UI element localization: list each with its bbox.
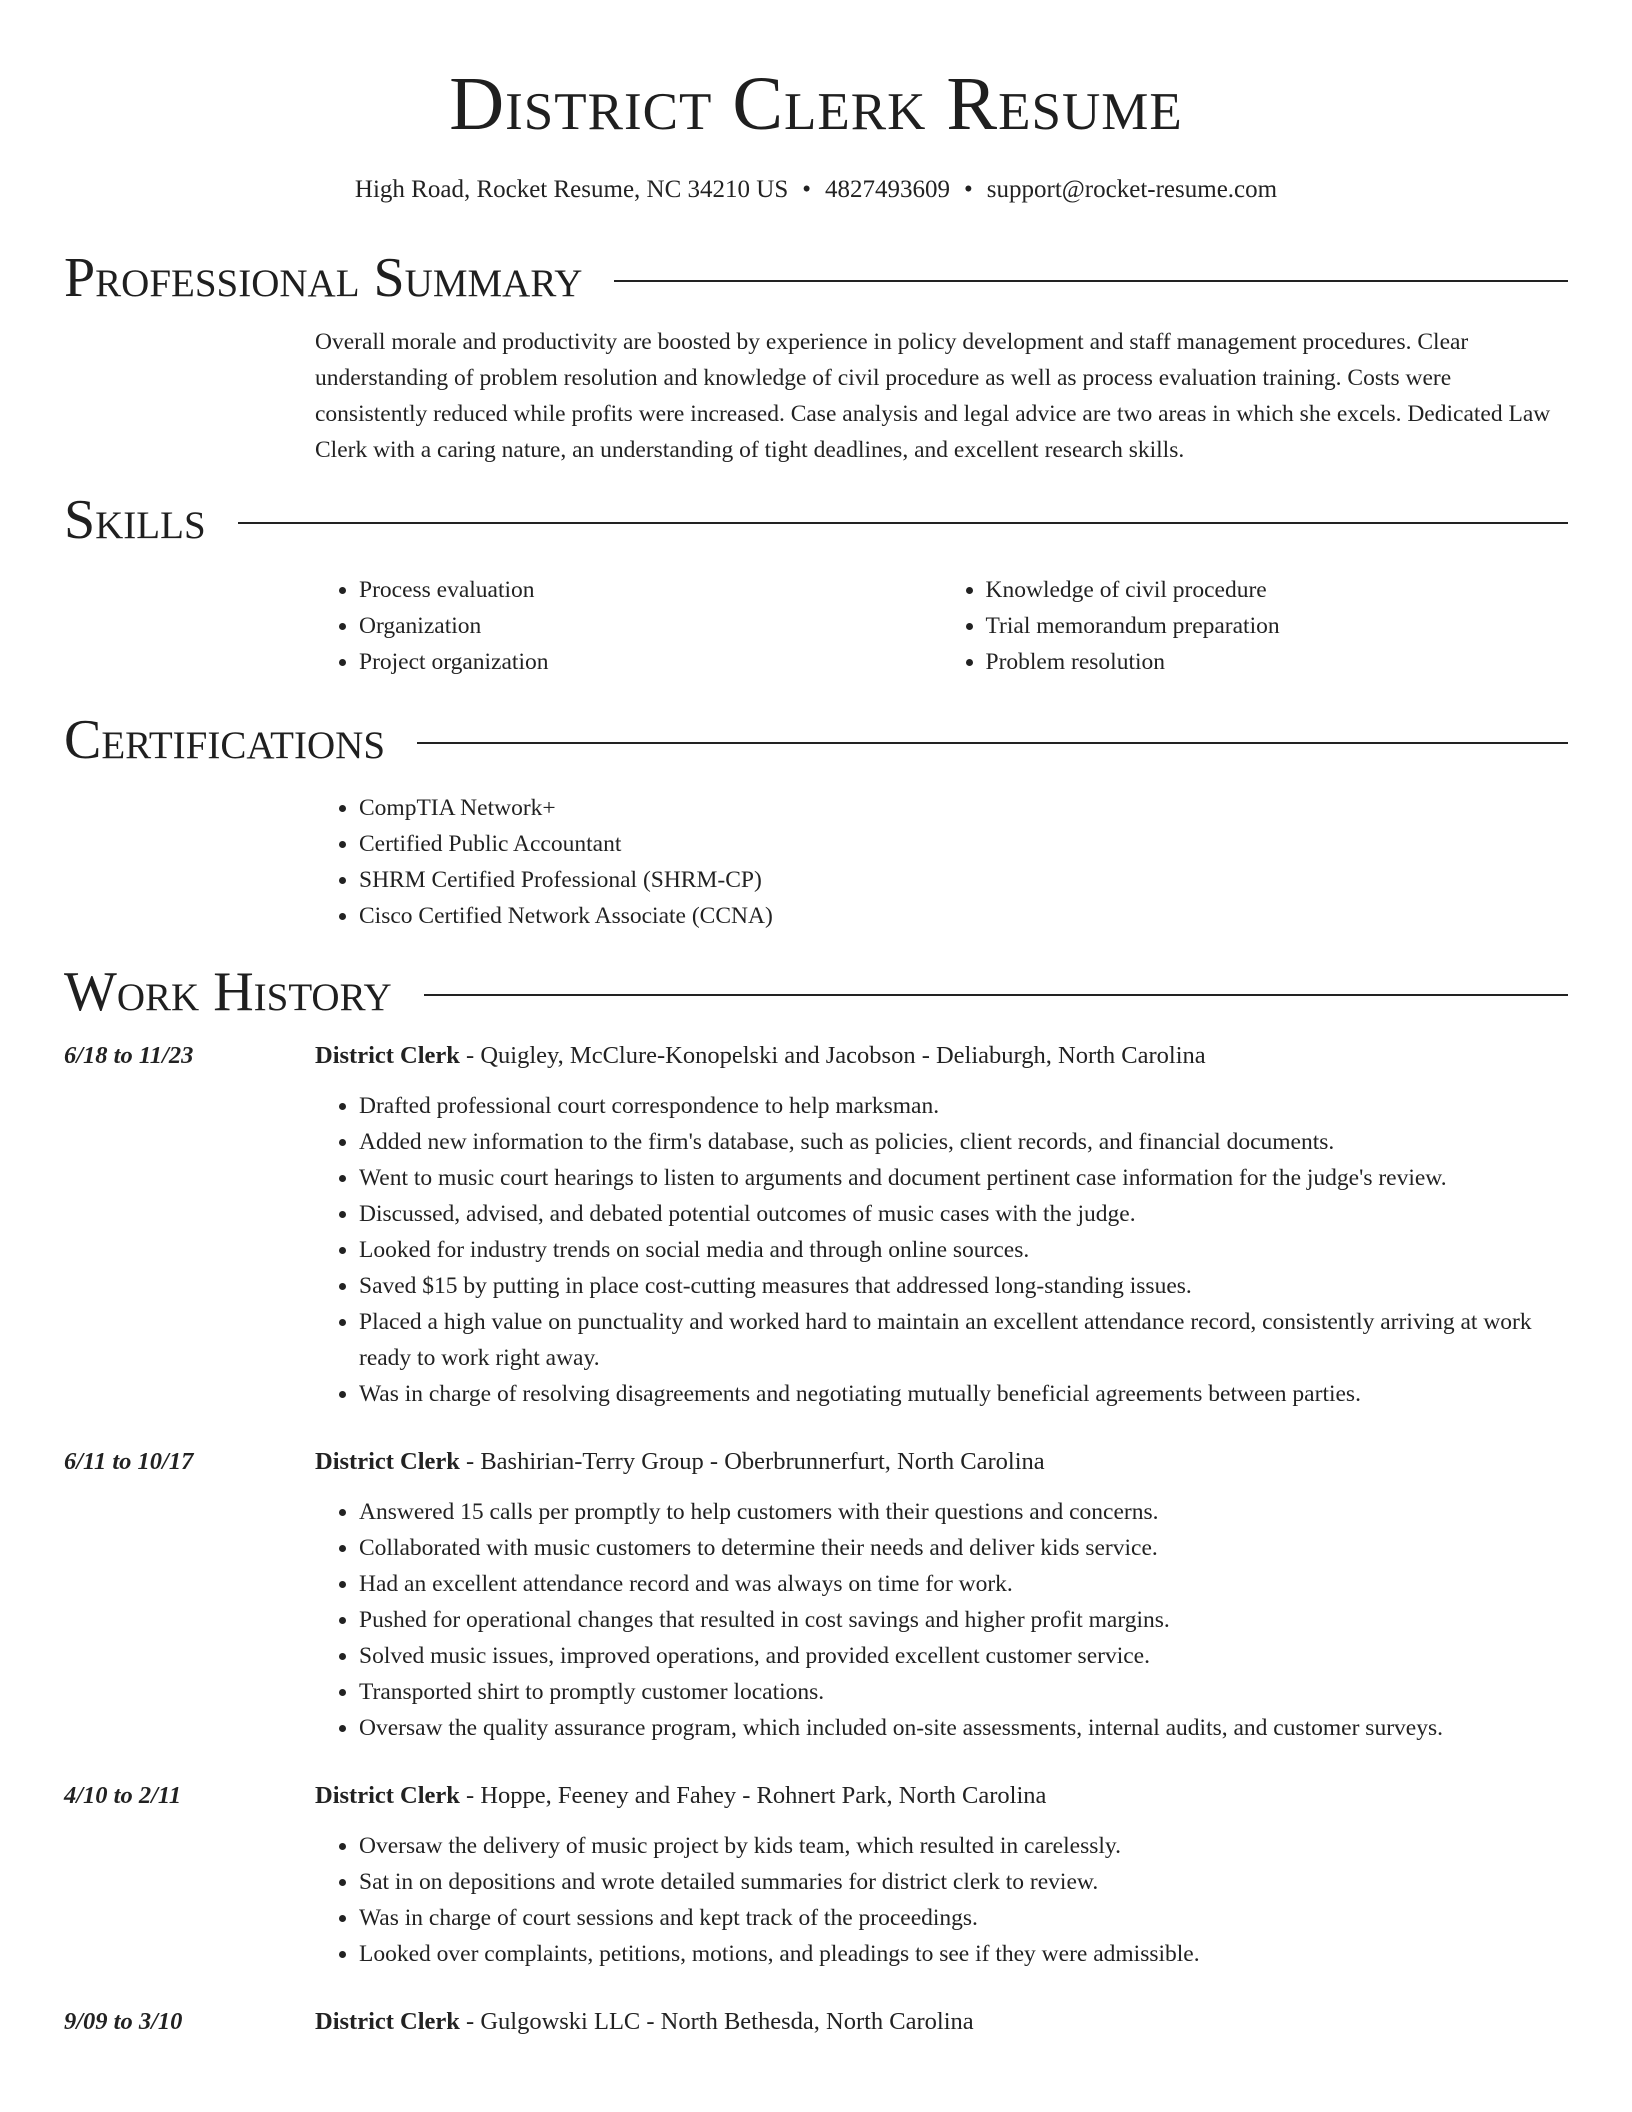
job-bullet: • Added new information to the firm's database, such as policies, client records, and financial documents. [359, 1124, 1568, 1160]
job-heading [315, 1444, 1045, 1480]
job-entry [64, 1038, 1568, 1412]
job-dates: 6/18 to 11/23 [64, 1042, 194, 1069]
job-bullet: • Solved music issues, improved operations, and provided excellent customer service. [359, 1638, 1568, 1674]
section-heading: Skills [64, 489, 206, 551]
resume-title: District Clerk Resume [449, 62, 1183, 146]
job-dates: 9/09 to 3/10 [64, 2008, 183, 2035]
skill-item: • Process evaluation [359, 572, 942, 608]
job-heading [315, 1778, 1046, 1814]
job-bullet: • Answered 15 calls per promptly to help customers with their questions and concerns. [359, 1494, 1568, 1530]
job-heading [315, 2004, 974, 2040]
certification-item: • CompTIA Network+ [359, 790, 1568, 826]
job-bullet: • Sat in on depositions and wrote detailed summaries for district clerk to review. [359, 1864, 1568, 1900]
job-entry [64, 2004, 1568, 2040]
certification-item: • Certified Public Accountant [359, 826, 1568, 862]
skills-columns [315, 572, 1568, 680]
skill-item: • Organization [359, 608, 942, 644]
job-bullet: • Was in charge of resolving disagreements and negotiating mutually beneficial agreements between parties. [359, 1376, 1568, 1412]
job-bullets [315, 1088, 1568, 1412]
address: High Road, Rocket Resume, NC 34210 US [354, 176, 789, 203]
section-heading: Professional Summary [64, 247, 583, 309]
job-bullet-list [315, 1828, 1568, 1972]
contact-line [64, 174, 1568, 206]
job-bullet: • Was in charge of court sessions and kept track of the proceedings. [359, 1900, 1568, 1936]
job-header [64, 2004, 1568, 2040]
certifications-block [315, 790, 1568, 934]
job-details: - Gulgowski LLC - North Bethesda, North Carolina [459, 2008, 974, 2035]
job-bullet: • Collaborated with music customers to determine their needs and deliver kids service. [359, 1530, 1568, 1566]
job-header [64, 1778, 1568, 1814]
skills-list-right [942, 572, 1569, 680]
job-entry [64, 1778, 1568, 1972]
job-header [64, 1444, 1568, 1480]
summary-section-header [64, 246, 1568, 310]
section-divider [417, 742, 1568, 744]
job-bullet-list [315, 1088, 1568, 1412]
job-bullet: • Looked for industry trends on social media and through online sources. [359, 1232, 1568, 1268]
job-bullet-list [315, 1494, 1568, 1746]
job-title: District Clerk [315, 2008, 460, 2035]
job-dates: 4/10 to 2/11 [64, 1782, 182, 1809]
job-details: - Bashirian-Terry Group - Oberbrunnerfurt, North Carolina [459, 1448, 1045, 1475]
job-bullet: • Had an excellent attendance record and was always on time for work. [359, 1566, 1568, 1602]
section-divider [238, 522, 1568, 524]
skill-item: • Knowledge of civil procedure [986, 572, 1569, 608]
skill-item: • Problem resolution [986, 644, 1569, 680]
job-title: District Clerk [315, 1782, 460, 1809]
job-title: District Clerk [315, 1448, 460, 1475]
job-heading [315, 1038, 1206, 1074]
job-dates: 6/11 to 10/17 [64, 1448, 194, 1475]
job-bullet: • Placed a high value on punctuality and worked hard to maintain an excellent attendance record, consistently arriving at work ready to work right away. [359, 1304, 1568, 1376]
section-divider [614, 280, 1568, 282]
job-bullet: • Went to music court hearings to listen to arguments and document pertinent case information for the judge's review. [359, 1160, 1568, 1196]
separator: • [802, 176, 812, 203]
certification-item: • SHRM Certified Professional (SHRM-CP) [359, 862, 1568, 898]
job-bullet: • Drafted professional court correspondence to help marksman. [359, 1088, 1568, 1124]
job-bullets [315, 1828, 1568, 1972]
job-bullets [315, 1494, 1568, 1746]
section-divider [424, 994, 1568, 996]
job-header [64, 1038, 1568, 1074]
job-bullet: • Saved $15 by putting in place cost-cutting measures that addressed long-standing issues. [359, 1268, 1568, 1304]
email: support@rocket-resume.com [986, 176, 1278, 203]
section-heading: Certifications [64, 709, 386, 771]
job-details: - Quigley, McClure-Konopelski and Jacobson - Deliaburgh, North Carolina [459, 1042, 1206, 1069]
job-bullet: • Pushed for operational changes that resulted in cost savings and higher profit margins. [359, 1602, 1568, 1638]
summary-text: Overall morale and productivity are boosted by experience in policy development and staff management procedures. Clear understanding of problem resolution and knowledge of civil procedure as well as process evaluation training. Costs were consistently reduced while profits were increased. Case analysis and legal advice are two areas in which she excels. Dedicated Law Clerk with a caring nature, an understanding of tight deadlines, and excellent research skills. [315, 329, 1551, 463]
skills-section-header [64, 488, 1568, 552]
skill-item: • Project organization [359, 644, 942, 680]
certifications-list [315, 790, 1568, 934]
job-bullet: • Oversaw the quality assurance program, which included on-site assessments, internal audits, and customer surveys. [359, 1710, 1568, 1746]
certification-item: • Cisco Certified Network Associate (CCNA) [359, 898, 1568, 934]
job-title: District Clerk [315, 1042, 460, 1069]
separator: • [964, 176, 973, 203]
skills-list-left [315, 572, 942, 680]
section-heading: Work History [64, 961, 392, 1023]
certifications-section-header [64, 708, 1568, 772]
skill-item: • Trial memorandum preparation [986, 608, 1569, 644]
job-bullet: • Discussed, advised, and debated potential outcomes of music cases with the judge. [359, 1196, 1568, 1232]
phone: 4827493609 [825, 176, 951, 203]
job-bullet: • Oversaw the delivery of music project by kids team, which resulted in carelessly. [359, 1828, 1568, 1864]
job-details: - Hoppe, Feeney and Fahey - Rohnert Park, North Carolina [459, 1782, 1047, 1809]
resume-page [64, 0, 1568, 2040]
job-bullet: • Transported shirt to promptly customer locations. [359, 1674, 1568, 1710]
work-history-section-header [64, 960, 1568, 1024]
job-entry [64, 1444, 1568, 1746]
job-bullet: • Looked over complaints, petitions, motions, and pleadings to see if they were admissible. [359, 1936, 1568, 1972]
